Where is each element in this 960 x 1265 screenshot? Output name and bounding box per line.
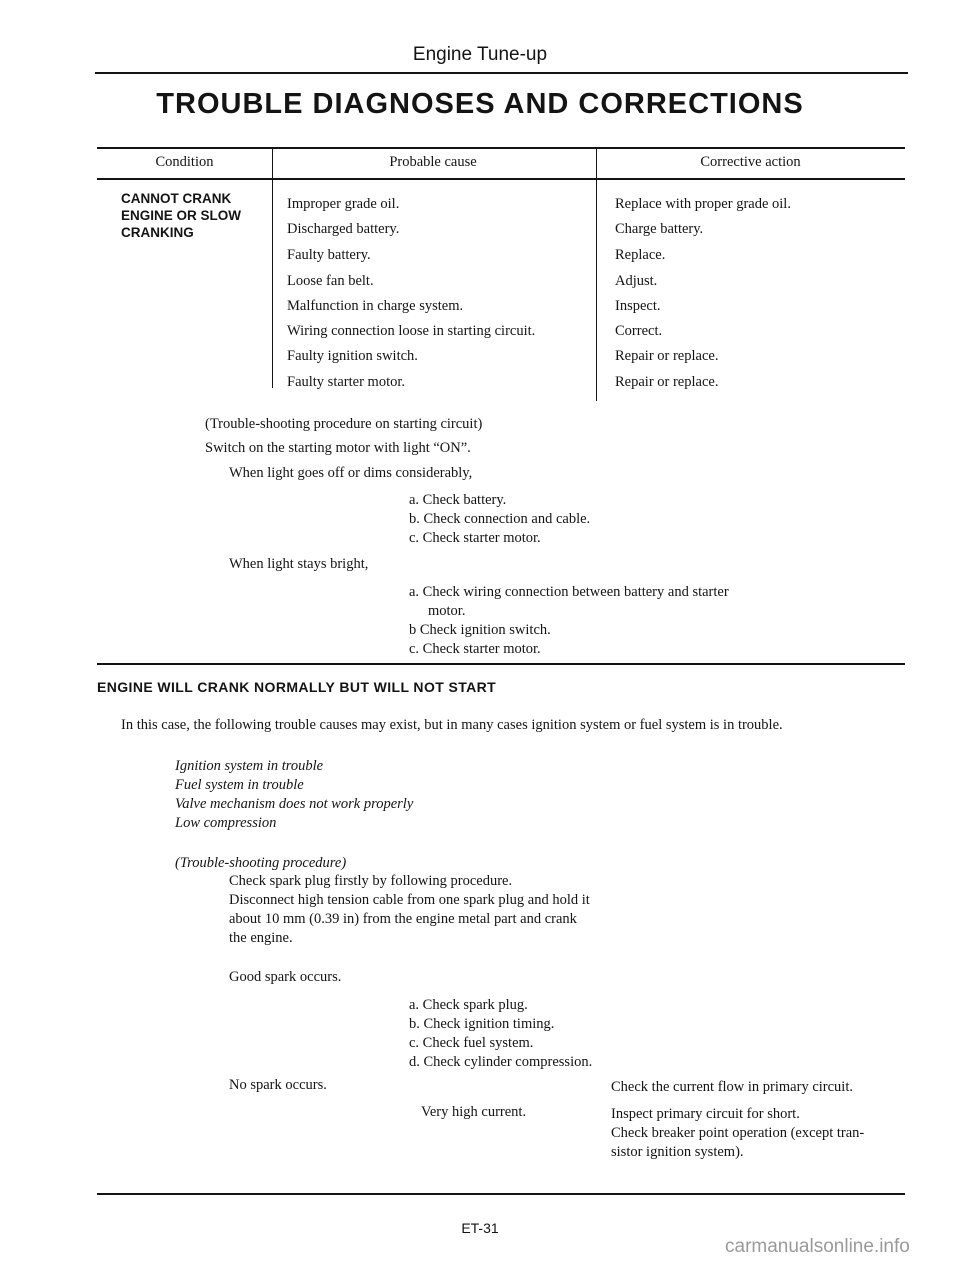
no-spark-label: No spark occurs. bbox=[229, 1077, 327, 1093]
procedure-step: a. Check wiring connection between battery and starter bbox=[409, 584, 729, 600]
high-current-label: Very high current. bbox=[421, 1104, 527, 1120]
cause-item: Faulty starter motor. bbox=[287, 374, 405, 390]
procedure-line: about 10 mm (0.39 in) from the engine metal part and crank bbox=[229, 911, 577, 927]
header-probable-cause: Probable cause bbox=[389, 154, 477, 170]
cause-item: Improper grade oil. bbox=[287, 196, 400, 212]
procedure-step: b. Check connection and cable. bbox=[409, 511, 591, 527]
procedure-intro: (Trouble-shooting procedure on starting circuit) bbox=[205, 416, 483, 432]
header-rule bbox=[95, 72, 908, 74]
procedure-step: motor. bbox=[428, 603, 466, 619]
condition-line: CANNOT CRANK bbox=[121, 191, 232, 206]
table-header-rule bbox=[97, 178, 905, 180]
action-item: Repair or replace. bbox=[615, 348, 719, 364]
cause-item: Faulty ignition switch. bbox=[287, 348, 418, 364]
cause-list-item: Fuel system in trouble bbox=[175, 777, 304, 793]
condition-line: ENGINE OR SLOW bbox=[121, 208, 242, 223]
page-title: TROUBLE DIAGNOSES AND CORRECTIONS bbox=[156, 88, 804, 120]
procedure-case: When light goes off or dims considerably, bbox=[229, 465, 473, 481]
action-item: Inspect. bbox=[615, 298, 661, 314]
high-current-action: Inspect primary circuit for short. bbox=[611, 1106, 800, 1122]
footer-rule bbox=[97, 1193, 905, 1195]
cause-item: Malfunction in charge system. bbox=[287, 298, 464, 314]
procedure-case: When light stays bright, bbox=[229, 556, 369, 572]
cause-list-item: Ignition system in trouble bbox=[175, 758, 324, 774]
good-spark-step: a. Check spark plug. bbox=[409, 997, 528, 1013]
action-item: Repair or replace. bbox=[615, 374, 719, 390]
procedure-step: a. Check battery. bbox=[409, 492, 507, 508]
table-top-rule bbox=[97, 147, 905, 149]
action-item: Charge battery. bbox=[615, 221, 704, 237]
action-item: Adjust. bbox=[615, 273, 658, 289]
good-spark-step: d. Check cylinder compression. bbox=[409, 1054, 593, 1070]
procedure-line: the engine. bbox=[229, 930, 293, 946]
no-spark-action: Check the current flow in primary circuit. bbox=[611, 1079, 853, 1095]
good-spark-label: Good spark occurs. bbox=[229, 969, 342, 985]
cause-item: Loose fan belt. bbox=[287, 273, 374, 289]
section-header: Engine Tune-up bbox=[412, 44, 548, 65]
condition-line: CRANKING bbox=[121, 225, 194, 240]
procedure-step: b Check ignition switch. bbox=[409, 622, 551, 638]
condition-cannot-crank bbox=[121, 190, 241, 241]
action-item: Replace. bbox=[615, 247, 666, 263]
good-spark-step: c. Check fuel system. bbox=[409, 1035, 534, 1051]
procedure-step: c. Check starter motor. bbox=[409, 641, 541, 657]
procedure-intro: Switch on the starting motor with light “ON”. bbox=[205, 440, 471, 456]
section-title: ENGINE WILL CRANK NORMALLY BUT WILL NOT START bbox=[97, 679, 497, 695]
cause-item: Faulty battery. bbox=[287, 247, 371, 263]
watermark: carmanualsonline.info bbox=[725, 1236, 910, 1257]
good-spark-step: b. Check ignition timing. bbox=[409, 1016, 555, 1032]
procedure-line: Disconnect high tension cable from one spark plug and hold it bbox=[229, 892, 590, 908]
procedure-title: (Trouble-shooting procedure) bbox=[175, 855, 347, 871]
action-item: Correct. bbox=[615, 323, 663, 339]
high-current-action: sistor ignition system). bbox=[611, 1144, 744, 1160]
action-item: Replace with proper grade oil. bbox=[615, 196, 791, 212]
header-corrective-action: Corrective action bbox=[700, 154, 801, 170]
cause-list-item: Low compression bbox=[175, 815, 277, 831]
high-current-action: Check breaker point operation (except tran- bbox=[611, 1125, 865, 1141]
cause-item: Discharged battery. bbox=[287, 221, 400, 237]
cause-list-item: Valve mechanism does not work properly bbox=[175, 796, 414, 812]
section-divider bbox=[97, 663, 905, 665]
section-intro: In this case, the following trouble causes may exist, but in many cases ignition system or fuel system is in trouble. bbox=[121, 717, 783, 733]
table-col-divider-1 bbox=[272, 148, 273, 388]
table-col-divider-2 bbox=[596, 148, 597, 401]
procedure-line: Check spark plug firstly by following procedure. bbox=[229, 873, 513, 889]
header-condition: Condition bbox=[155, 154, 214, 170]
cause-item: Wiring connection loose in starting circuit. bbox=[287, 323, 536, 339]
page-number: ET-31 bbox=[461, 1220, 499, 1236]
procedure-step: c. Check starter motor. bbox=[409, 530, 541, 546]
